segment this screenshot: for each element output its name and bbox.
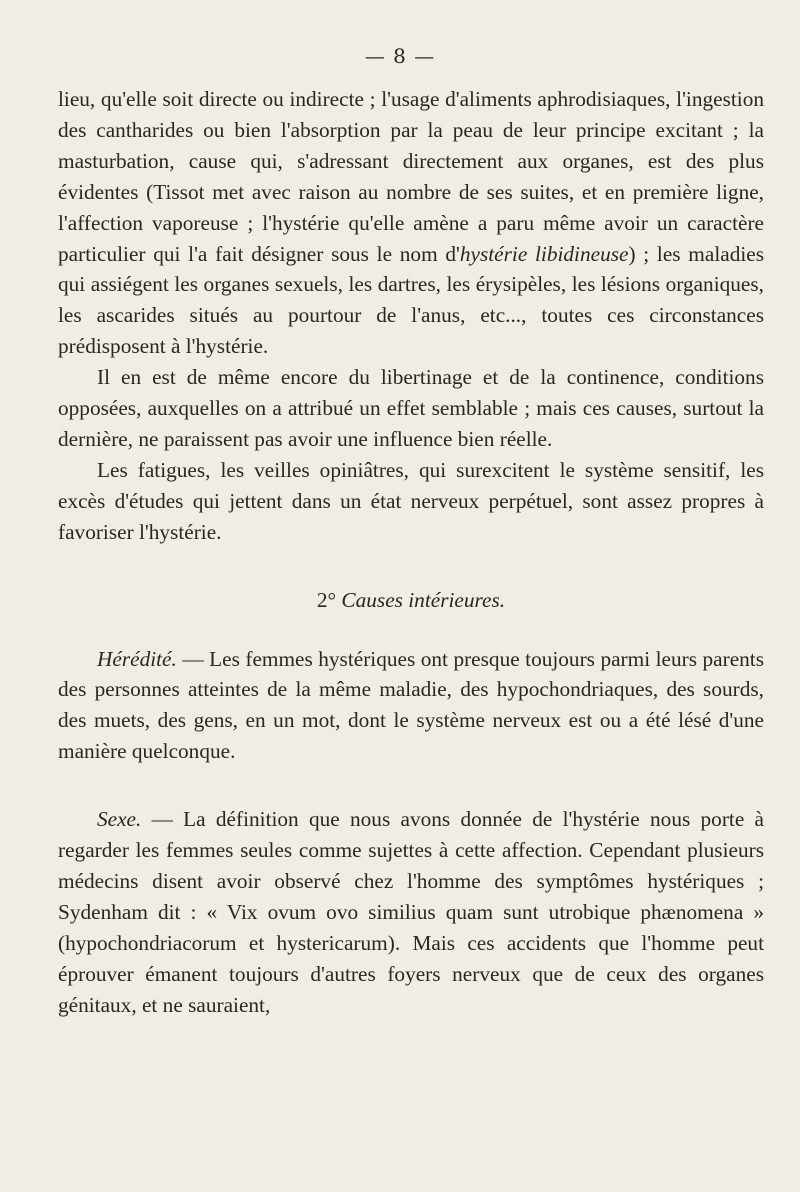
paragraph-text: — La définition que nous avons donnée de l'hystérie nous porte à regarder les femmes seules comme sujettes à cette affection. Cependant plusieurs médecins disent avoir observé chez l'homme des symptômes hystériques ; Sydenham dit : « Vix ovum ovo similius quam sunt utrobique phænomena » (hypochondriacorum et hystericarum). Mais ces accidents que l'homme peut éprouver émanent toujours d'autres foyers nerveux que de ceux des organes génitaux, et ne sauraient, [58,807,764,1017]
section-number: 2° [316,587,337,612]
paragraph-heredite [58,644,764,768]
paragraph-label: Sexe. [97,807,142,832]
text-run: ) ; les maladies qui assiégent les organes sexuels, les dartres, les érysipèles, les lésions organiques, les ascarides situés au pourtour de l'anus, etc..., toutes ces circonstances prédisposent à l'hystérie. [58,241,765,359]
paragraph-text: — Les femmes hystériques ont presque toujours parmi leurs parents des personnes atteintes de la même maladie, des hypochondriaques, des sourds, des muets, des gens, en un mot, dont le système nerveux est ou a été lésé d'une manière quelconque. [58,646,764,764]
paragraph-label: Hérédité. [97,646,177,671]
page-number: — 8 — [364,44,436,68]
text-run: lieu, qu'elle soit directe ou indirecte ; l'usage d'aliments aphrodisiaques, l'ingestion des cantharides ou bien l'absorption par la peau de leur principe excitant ; la masturbation, cause qui, s'adressant directement aux organes, est des plus évidentes (Tissot met avec raison au nombre de ses suites, et en première ligne, l'affection vaporeuse ; l'hystérie qu'elle amène a paru même avoir un caractère particulier qui l'a fait désigner sous le nom d' [58,87,764,266]
paragraph-fatigues: Les fatigues, les veilles opiniâtres, qui surexcitent le système sensitif, les excès d'études qui jettent dans un état nerveux perpétuel, sont assez propres à favoriser l'hystérie. [58,457,764,544]
page-body [58,84,764,1020]
paragraph-libertinage: Il en est de même encore du libertinage et de la continence, conditions opposées, auxquelles on a attribué un effet semblable ; mais ces causes, surtout la dernière, ne paraissent pas avoir une influence bien réelle. [58,365,764,451]
italic-term: hystérie libidineuse [459,241,629,266]
paragraph-sexe [58,804,764,1020]
paragraph-predisposing-causes [58,84,764,362]
section-heading [58,585,764,616]
section-title: Causes intérieures. [341,587,506,612]
